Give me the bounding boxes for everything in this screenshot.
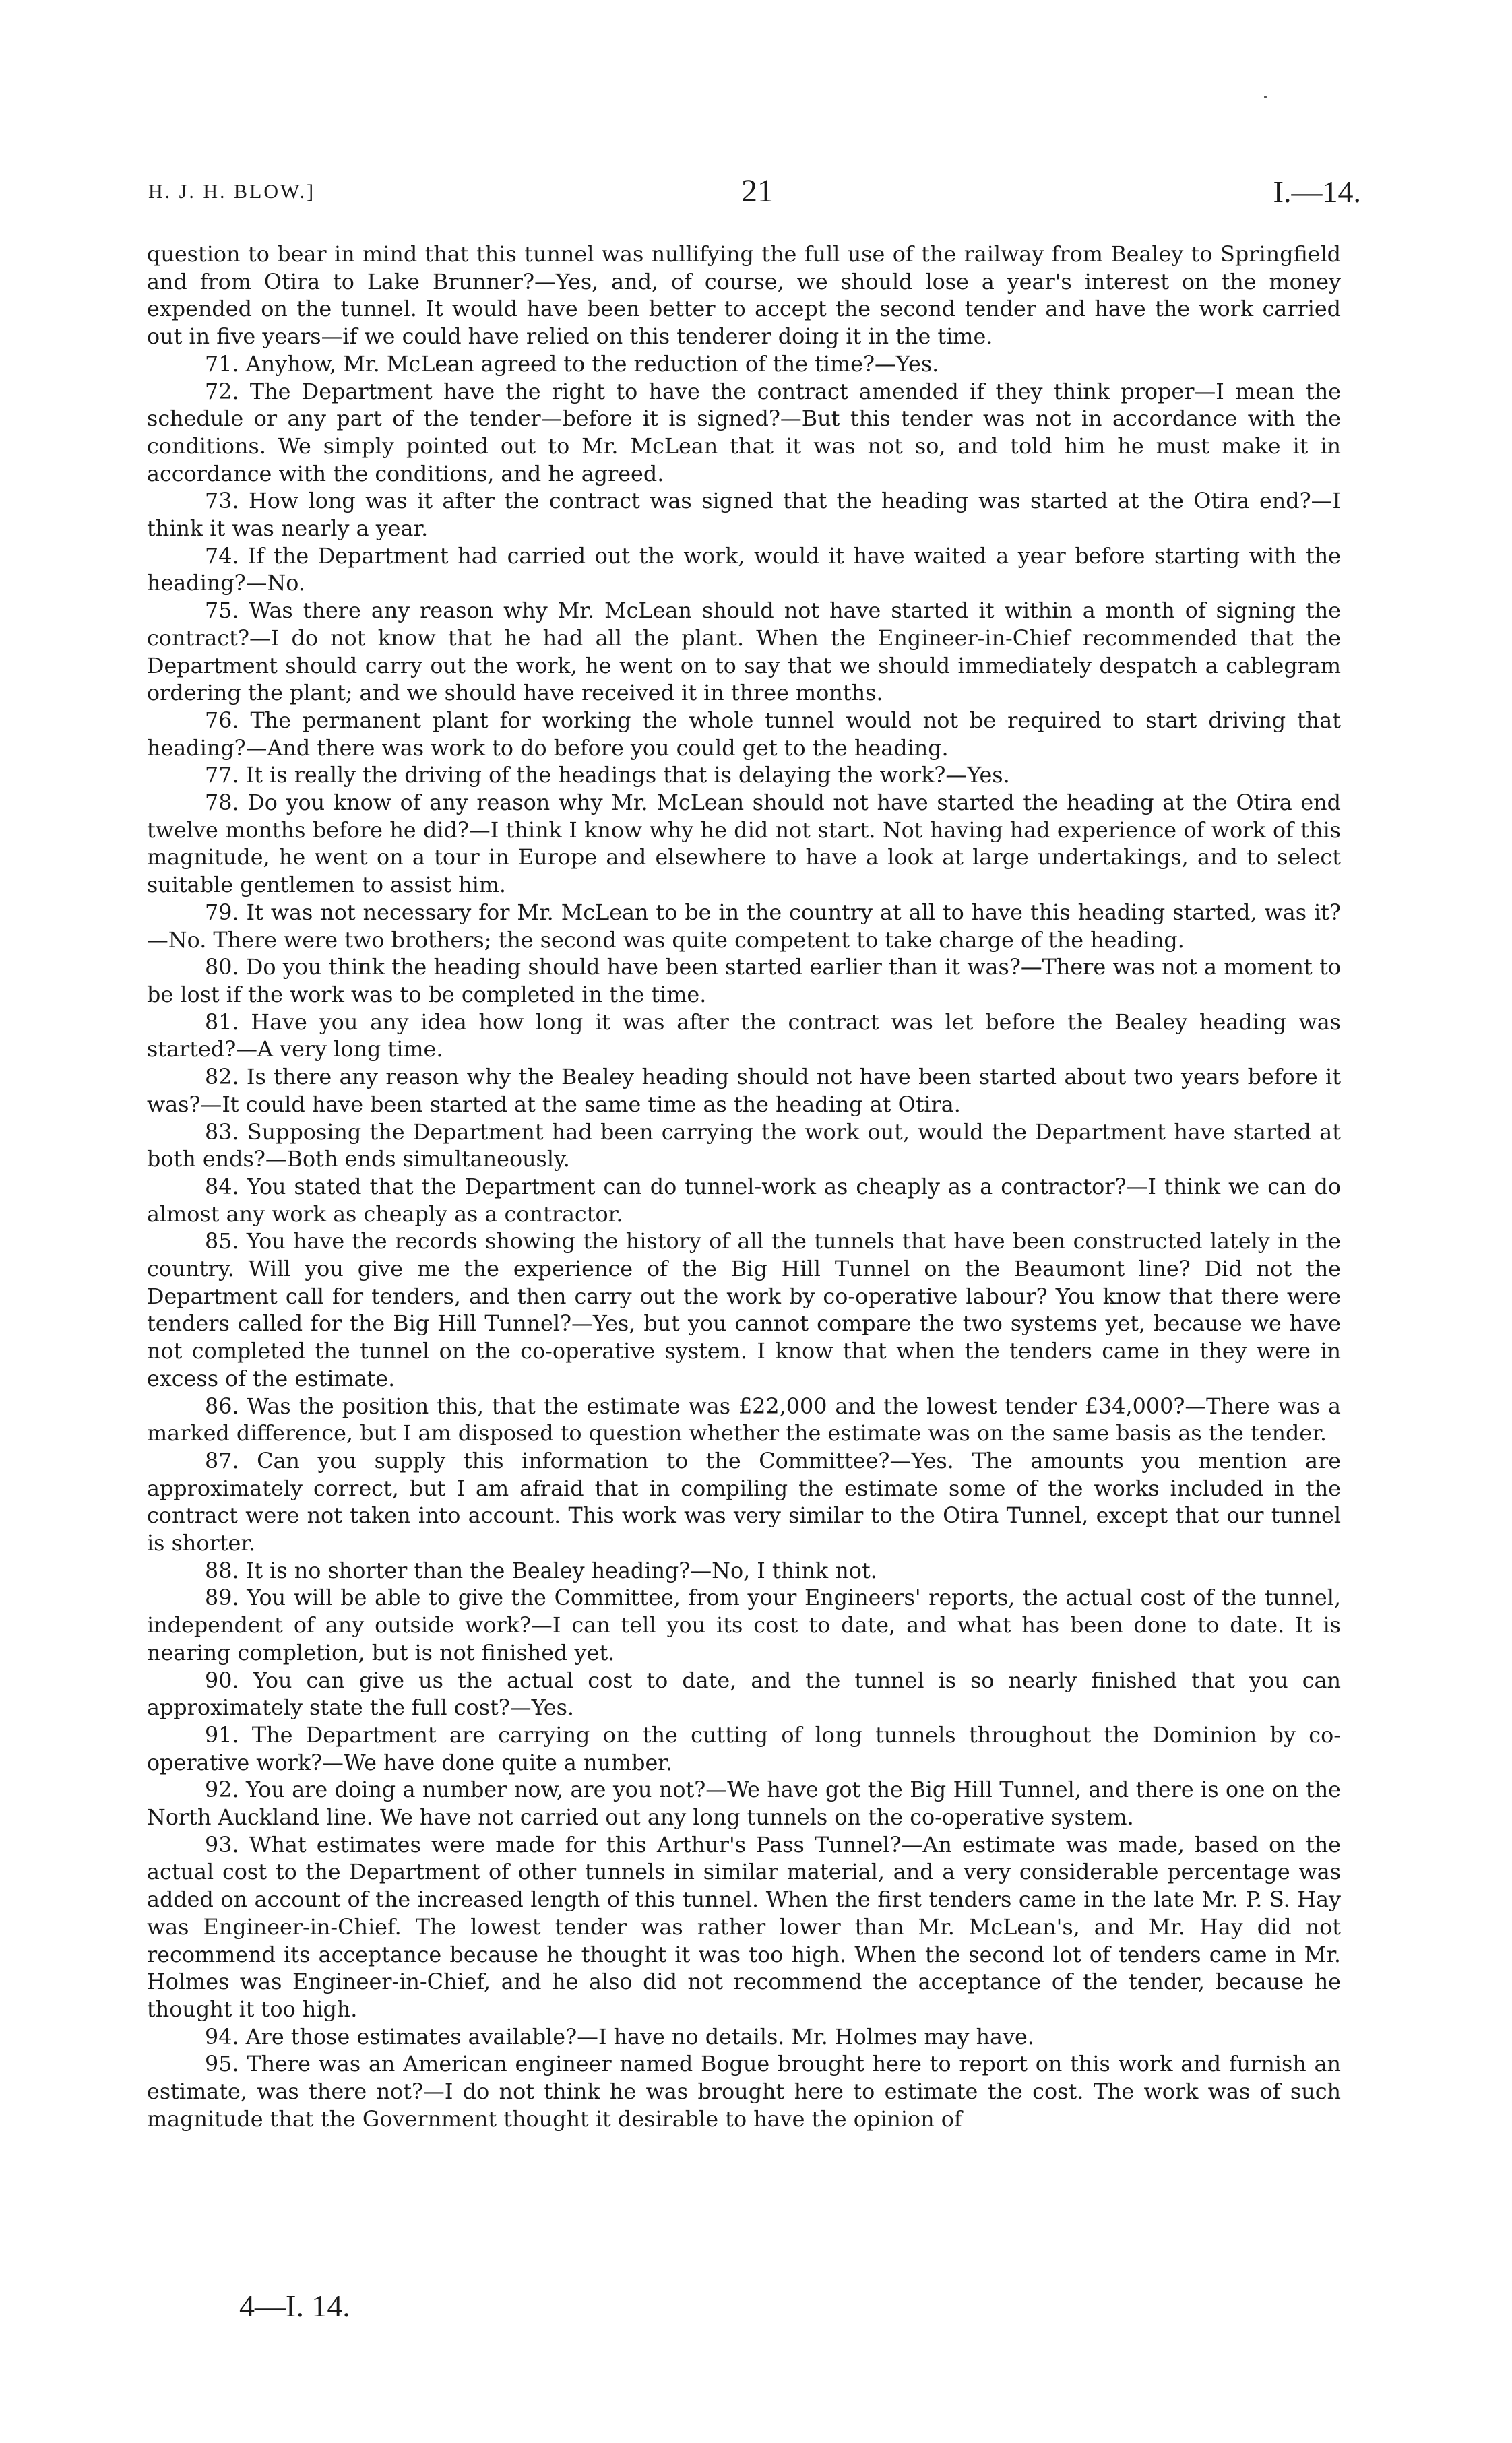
question-paragraph: 74. If the Department had carried out the work, would it have waited a year before starting with the heading?—No. bbox=[147, 543, 1341, 596]
question-paragraph: 93. What estimates were made for this Arthur's Pass Tunnel?—An estimate was made, based on the actual cost to the Department of other tunnels in similar material, and a very considerable percentage was added on account of the increased length of this tunnel. When the first tenders came in the late Mr. P. S. Hay was Engineer-in-Chief. The lowest tender was rather lower than Mr. McLean's, and Mr. Hay did not recommend its acceptance because he thought it was too high. When the second lot of tenders came in Mr. Holmes was Engineer-in-Chief, and he also did not recommend the acceptance of the tender, because he thought it too high. bbox=[147, 1832, 1341, 2022]
question-paragraph: 77. It is really the driving of the headings that is delaying the work?—Yes. bbox=[205, 763, 1010, 788]
witness-name: H. J. H. BLOW.] bbox=[148, 181, 316, 203]
question-paragraph: 82. Is there any reason why the Bealey heading should not have been started about two years before it was?—It could have been started at the same time as the heading at Otira. bbox=[147, 1065, 1341, 1117]
question-paragraph: 81. Have you any idea how long it was after the contract was let before the Bealey heading was started?—A very long time. bbox=[147, 1009, 1341, 1062]
sheet-signature: 4—I. 14. bbox=[239, 2289, 350, 2323]
question-paragraph: 92. You are doing a number now, are you not?—We have got the Big Hill Tunnel, and there is one on the North Auckland line. We have not carried out any long tunnels on the co-operative system. bbox=[147, 1777, 1341, 1831]
evidence-body bbox=[147, 241, 1341, 2134]
question-paragraph: 90. You can give us the actual cost to date, and the tunnel is so nearly finished that you can approximately state the full cost?—Yes. bbox=[147, 1668, 1341, 1721]
question-paragraph: 76. The permanent plant for working the whole tunnel would not be required to start driving that heading?—And there was work to do before you could get to the heading. bbox=[147, 707, 1341, 761]
question-paragraph: 83. Supposing the Department had been carrying the work out, would the Department have started at both ends?—Both ends simultaneously. bbox=[147, 1119, 1341, 1172]
question-paragraph: 95. There was an American engineer named Bogue brought here to report on this work and furnish an estimate, was there not?—I do not think he was brought here to estimate the cost. The work was of such magnitude that the Government thought it desirable to have the opinion of bbox=[147, 2052, 1341, 2132]
question-paragraph: 85. You have the records showing the history of all the tunnels that have been constructed lately in the country. Will you give me the experience of the Big Hill Tunnel on the Beaumont line? Did not the Department call for tenders, and then carry out the work by co-operative labour? You know that there were tenders called for the Big Hill Tunnel?—Yes, but you cannot compare the two systems yet, because we have not completed the tunnel on the co-operative system. I know that when the tenders came in they were in excess of the estimate. bbox=[147, 1229, 1341, 1391]
question-paragraph: 72. The Department have the right to have the contract amended if they think proper—I mean the schedule or any part of the tender—before it is signed?—But this tender was not in accordance with the conditions. We simply pointed out to Mr. McLean that it was not so, and told him he must make it in accordance with the conditions, and he agreed. bbox=[147, 379, 1341, 486]
question-paragraph: 91. The Department are carrying on the cutting of long tunnels throughout the Dominion by co-operative work?—We have done quite a number. bbox=[147, 1722, 1341, 1775]
page-number: 21 bbox=[741, 173, 774, 209]
question-paragraph: 86. Was the position this, that the estimate was £22,000 and the lowest tender £34,000?—There was a marked difference, but I am disposed to question whether the estimate was on the same basis as the tender. bbox=[147, 1393, 1341, 1447]
question-paragraph: 84. You stated that the Department can do tunnel-work as cheaply as a contractor?—I think we can do almost any work as cheaply as a contractor. bbox=[147, 1174, 1341, 1227]
question-paragraph: 88. It is no shorter than the Bealey heading?—No, I think not. bbox=[205, 1558, 877, 1583]
question-paragraph: 80. Do you think the heading should have been started earlier than it was?—There was not a moment to be lost if the work was to be completed in the time. bbox=[147, 955, 1341, 1007]
question-paragraph: 79. It was not necessary for Mr. McLean to be in the country at all to have this heading started, was it?—No. There were two brothers; the second was quite competent to take charge of the heading. bbox=[147, 899, 1341, 953]
question-paragraph: 73. How long was it after the contract was signed that the heading was started at the Otira end?—I think it was nearly a year. bbox=[147, 488, 1341, 542]
scan-speck bbox=[1264, 96, 1267, 98]
paper-reference: I.—14. bbox=[1273, 174, 1361, 209]
question-paragraph: 71. Anyhow, Mr. McLean agreed to the reduction of the time?—Yes. bbox=[205, 351, 939, 377]
question-paragraph: 75. Was there any reason why Mr. McLean should not have started it within a month of signing the contract?—I do not know that he had all the plant. When the Engineer-in-Chief recommended that the Department should carry out the work, he went on to say that we should immediately despatch a cablegram ordering the plant; and we should have received it in three months. bbox=[147, 598, 1341, 706]
question-paragraph: 78. Do you know of any reason why Mr. McLean should not have started the heading at the Otira end twelve months before he did?—I think I know why he did not start. Not having had experience of work of this magnitude, he went on a tour in Europe and elsewhere to have a look at large undertakings, and to select suitable gentlemen to assist him. bbox=[147, 790, 1341, 898]
question-paragraph: 87. Can you supply this information to the Committee?—Yes. The amounts you mention are approximately correct, but I am afraid that in compiling the estimate some of the works included in the contract were not taken into account. This work was very similar to the Otira Tunnel, except that our tunnel is shorter. bbox=[147, 1448, 1341, 1556]
page-header bbox=[148, 173, 1361, 217]
continuation-paragraph: question to bear in mind that this tunnel was nullifying the full use of the railway from Bealey to Springfield and from Otira to Lake Brunner?—Yes, and, of course, we should lose a year's interest on the money expended on the tunnel. It would have been better to accept the second tender and have the work carried out in five years—if we could have relied on this tenderer doing it in the time. bbox=[147, 242, 1341, 350]
question-paragraph: 89. You will be able to give the Committee, from your Engineers' reports, the actual cost of the tunnel, independent of any outside work?—I can tell you its cost to date, and what has been done to date. It is nearing completion, but is not finished yet. bbox=[147, 1585, 1341, 1665]
question-paragraph: 94. Are those estimates available?—I have no details. Mr. Holmes may have. bbox=[205, 2024, 1034, 2050]
